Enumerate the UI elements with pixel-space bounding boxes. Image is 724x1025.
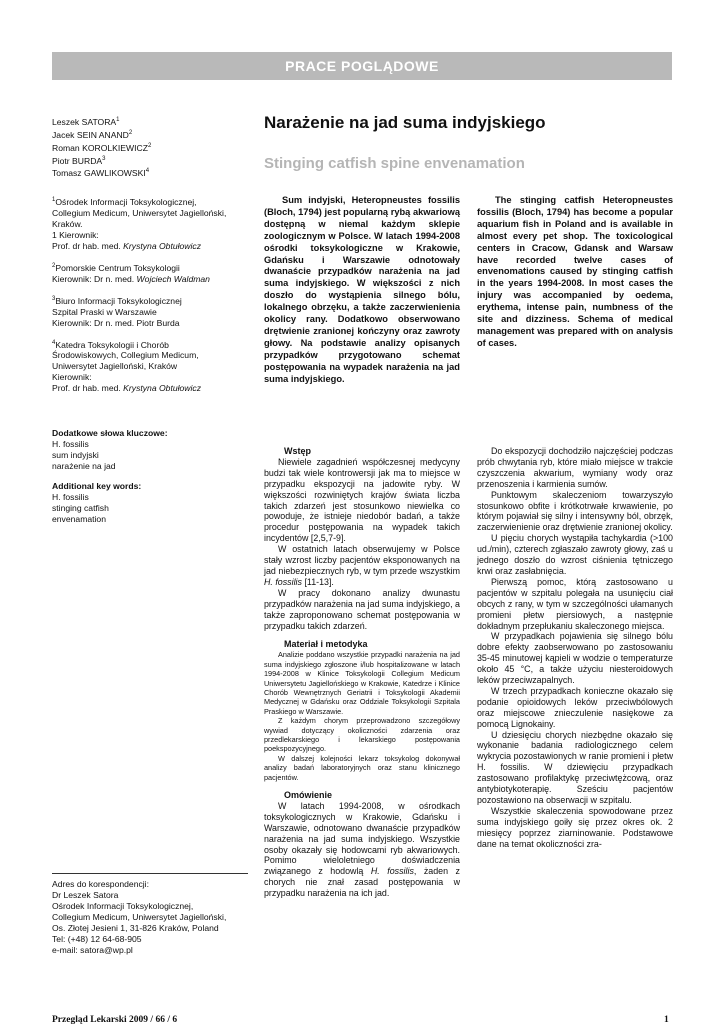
journal-footer: Przegląd Lekarski 2009 / 66 / 6 [52, 1015, 178, 1025]
affiliation-3: $^3$Biuro Informacji Toksykologicznej Szpital Praski w Warszawie Kierownik: Dr n. med. Piotr Burda [52, 295, 182, 328]
paragraph: Punktowym skaleczeniom towarzyszyło stosunkowo obfite i krótkotrwałe krwawienie, po którym pojawiał się silny i intensywny ból, obrzęk, zaczerwienienie oraz drętwienie zranionej okolicy. [477, 489, 673, 533]
paragraph: U dziesięciu chorych niezbędne okazało się wykonanie badania radiologicznego celem wykrycia pozostawionych w ranie promieni i płetw H. fossilis. W dziewięciu przypadkach zastosowano profilaktykę przeciwtężcową, oraz antybiotykoterapię. Sześciu pacjentów pozostawiono na obserwacji w szpitalu. [477, 729, 673, 805]
affiliation-1: $^1$Ośrodek Informacji Toksykologicznej, Collegium Medicum, Uniwersytet Jagielloński, Kraków. 1 Kierownik: Prof. dr hab. med. Krystyna Obtułowicz [52, 196, 227, 251]
section-heading: Omówienie [284, 790, 333, 800]
article-subtitle: Stinging catfish spine envenamation [264, 155, 525, 172]
section-heading: Wstęp [284, 446, 311, 456]
affiliation-4: $^4$Katedra Toksykologii i Chorób Środowiskowych, Collegium Medicum, Uniwersytet Jagielloński, Kraków Kierownik: Prof. dr hab. med. Krystyna Obtułowicz [52, 339, 202, 394]
author: Tomasz GAWLIKOWSKI$^4$ [52, 168, 150, 179]
page-number: 1 [664, 1015, 669, 1025]
divider [52, 873, 248, 874]
paragraph: Niewiele zagadnień współczesnej medycyny budzi tak wiele kontrowersji jak ma to miejsce w przypadku ekspozycji na jadowite ryby. W większości rozwiniętych krajów świata liczba takich zdarzeń jest stosunkowo niewielka co powoduje, że istnieje niedobór badań, a także procedur postępowania na wypadek takich incydentów [2,5,7-9]. [264, 456, 460, 544]
paragraph: W dalszej kolejności lekarz toksykolog dokonywał analizy badań laboratoryjnych oraz stanu klinicznego pacjentów. [264, 753, 460, 782]
paragraph: Analizie poddano wszystkie przypadki narażenia na jad suma indyjskiego zgłoszone i/lub hospitalizowane w latach 1994-2008 w Klinice Toksykologii Collegium Medicum Uniwersytetu Jagiellońskiego w Krakowie, Katedrze i Klinice Chorób Wewnętrznych Geriatrii i Toksykologii Akademii Medycznej w Gdańsku oraz Oddziale Toksykologii Szpitala Praskiego w Warszawie. [264, 650, 460, 716]
paragraph: W trzech przypadkach konieczne okazało się podanie opioidowych leków przeciwbólowych oraz miejscowe znieczulenie nasiękowe za pomocą Lignokainy. [477, 685, 673, 729]
paragraph: W pracy dokonano analizy dwunastu przypadków narażenia na jad suma indyjskiego, a także zaproponowano schemat postępowania w przypadku takich zdarzeń. [264, 587, 460, 631]
author: Jacek SEIN ANAND$^2$ [52, 129, 133, 140]
keywords-pl: Dodatkowe słowa kluczowe: H. fossilis sum indyjski narażenie na jad [52, 428, 168, 471]
paragraph: Z każdym chorym przeprowadzono szczegółowy wywiad dotyczący okoliczności zdarzenia oraz przedlekarskiego i lekarskiego postępowania poekspozycyjnego. [264, 716, 460, 754]
paragraph: U pięciu chorych wystąpiła tachykardia (>100 ud./min), czterech zgłaszało zawroty głowy, zaś u jednego doszło do wzrost ciśnienia tętniczego krwi oraz zasłabnięcia. [477, 533, 673, 576]
keywords-en: Additional key words: H. fossilis stinging catfish envenamation [52, 481, 142, 524]
correspondence: Adres do korespondencji: Dr Leszek Satora Ośrodek Informacji Toksykologicznej, Collegium Medicum, Uniwersytet Jagielloński, Os. Złotej Jesieni 1, 31-826 Kraków, Poland Tel: (+48) 12 64-68-905 e-mail: satora@wp.pl [52, 879, 227, 955]
section-banner: PRACE POGLĄDOWE [52, 52, 672, 80]
paragraph: Wszystkie skaleczenia spowodowane przez suma indyjskiego goiły się przez okres ok. 2 miesięcy poprzez ziarninowanie. Podstawowe dane na temat okoliczności zra- [477, 805, 673, 849]
abstract-en: The stinging catfish Heteropneustes fossilis (Bloch, 1794) has become a popular aquarium fish in Poland and is available in almost every pet shop. The toxicological centers in Cracow, Gdansk and Warsaw have recorded twelve cases of envenomations caused by stinging catfish in the years 1994-2008. In most cases the injury was accompanied by oedema, erythema, intense pain, numbness of the site and dizziness. Schema of medical management was prepared with on analysis of cases. [477, 195, 673, 348]
author-list [52, 115, 248, 179]
affiliations [52, 195, 248, 403]
article-title: Narażenie na jad suma indyjskiego [264, 113, 546, 132]
author: Leszek SATORA$^1$ [52, 116, 120, 127]
paragraph: Do ekspozycji dochodziło najczęściej podczas prób chwytania ryb, które miało miejsce w trakcie czyszczenia akwarium, wymiany wody oraz przenoszenia i karmienia sumów. [477, 446, 673, 489]
body-column-middle [264, 446, 460, 899]
abstract-pl: Sum indyjski, Heteropneustes fossilis (Bloch, 1794) jest popularną rybą akwariową dostępną w niemal każdym sklepie zoologicznym w Polsce. W latach 1994-2008 ośrodki toksykologiczne w Krakowie, Gdańsku i Warszawie odnotowały dwanaście przypadków narażenia na jad suma indyjskiego. W większości z nich doszło do wystąpienia silnego bólu, lokalnego obrzęku, a także zaczerwienienia okolicy rany. Dodatkowo obserwowano drętwienie zranionej kończyny oraz zawroty głowy. Na podstawie analizy opisanych przypadków przygotowano schemat postępowania na wypadek narażenia na jad suma indyjskiego. [264, 195, 460, 384]
affiliation-2: $^2$Pomorskie Centrum Toksykologii Kierownik: Dr n. med. Wojciech Waldman [52, 262, 210, 284]
author: Roman KOROLKIEWICZ$^2$ [52, 142, 152, 153]
paragraph: W przypadkach pojawienia się silnego bólu dobre efekty zaobserwowano po zastosowaniu 35-45 minutowej kąpieli w wodzie o temperaturze około 45 °C, a także użyciu niesteroidowych leków przeciwzapalnych. [477, 631, 673, 686]
paragraph: Pierwszą pomoc, którą zastosowano u pacjentów w szpitalu polegała na usunięciu ciał obcych z rany, w tym w szczególności ułamanych promieni płetw piersiowych, a następnie dokładnym przepłukaniu skaleczonego miejsca. [477, 576, 673, 631]
section-heading: Materiał i metodyka [284, 639, 368, 650]
paragraph: W ostatnich latach obserwujemy w Polsce stały wzrost liczby pacjentów eksponowanych na jad niebezpiecznych ryb, w tym przede wszystkim H. fossilis [11-13]. [264, 544, 460, 587]
author: Piotr BURDA$^3$ [52, 155, 106, 166]
body-column-right [477, 446, 673, 850]
paragraph: W latach 1994-2008, w ośrodkach toksykologicznych w Krakowie, Gdańsku i Warszawie, odnotowano dwanaście przypadków narażenia na jad suma indyjskiego. Wszystkie osoby okazały się hodowcami ryb akwariowych. Pomimo wieloletniego doświadczenia związanego z hodowlą H. fossilis, żaden z chorych nie znał zasad postępowania w przypadku narażenia na ich jad. [264, 800, 460, 899]
keywords [52, 428, 248, 534]
